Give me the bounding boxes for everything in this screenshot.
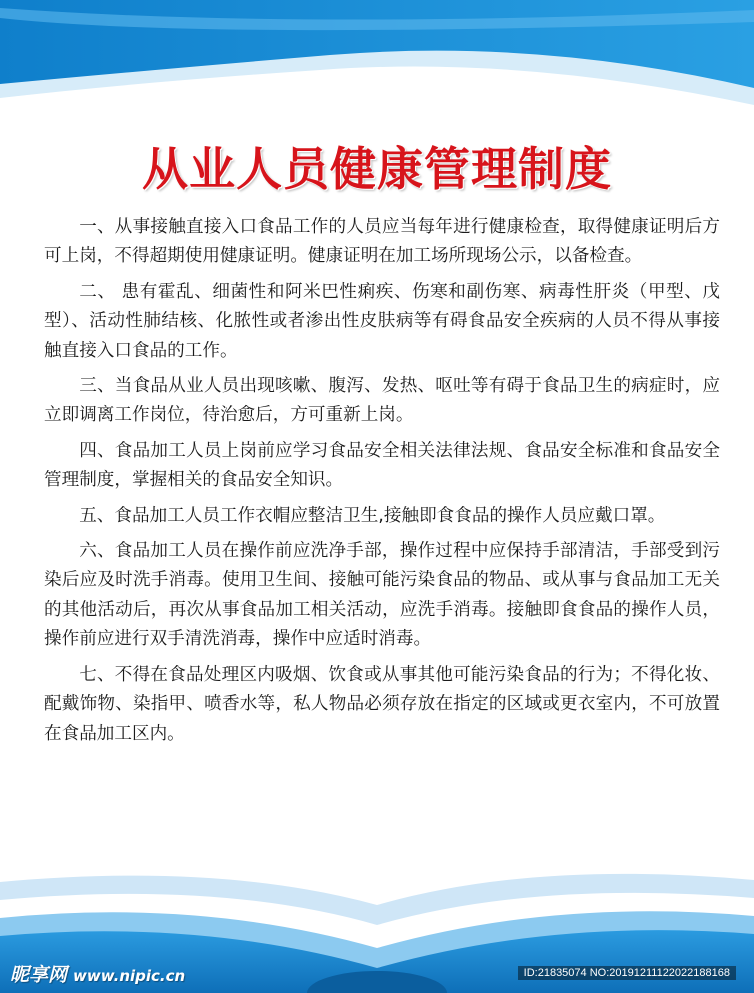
paragraph-5: 五、食品加工人员工作衣帽应整洁卫生,接触即食食品的操作人员应戴口罩。 bbox=[79, 505, 666, 526]
paragraph-1: 一、从事接触直接入口食品工作的人员应当每年进行健康检查，取得健康证明后方可上岗，不得超期使用健康证明。健康证明在加工场所现场公示，以备检查。 bbox=[44, 217, 720, 267]
watermark-image-id: ID:21835074 NO:20191211122022188168 bbox=[518, 966, 736, 980]
paragraph-6: 六、食品加工人员在操作前应洗净手部，操作过程中应保持手部清洁，手部受到污染后应及时洗手消毒。使用卫生间、接触可能污染食品的物品、或从事与食品加工无关的其他活动后，再次从事食品加工相关活动，应洗手消毒。接触即食食品的操作人员，操作前应进行双手清洗消毒，操作中应适时消毒。 bbox=[44, 541, 720, 650]
page-title: 从业人员健康管理制度 bbox=[142, 142, 612, 196]
paragraph-3: 三、当食品从业人员出现咳嗽、腹泻、发热、呕吐等有碍于食品卫生的病症时，应立即调离工作岗位，待治愈后，方可重新上岗。 bbox=[44, 376, 720, 426]
watermark-site-name: 昵享网 bbox=[10, 964, 68, 986]
paragraph-4: 四、食品加工人员上岗前应学习食品安全相关法律法规、食品安全标准和食品安全管理制度，掌握相关的食品安全知识。 bbox=[44, 440, 720, 491]
paragraph-2: 二、 患有霍乱、细菌性和阿米巴性痢疾、伤寒和副伤寒、病毒性肝炎（甲型、戊型）、活动性肺结核、化脓性或者渗出性皮肤病等有碍食品安全疾病的人员不得从事接触直接入口食品的工作。 bbox=[44, 281, 720, 361]
regulation-body bbox=[44, 213, 720, 755]
watermark-site bbox=[10, 960, 185, 987]
paragraph-7: 七、不得在食品处理区内吸烟、饮食或从事其他可能污染食品的行为；不得化妆、配戴饰物、染指甲、喷香水等，私人物品必须存放在指定的区域或更衣室内，不可放置在食品加工区内。 bbox=[44, 664, 720, 744]
watermark-site-url: www.nipic.cn bbox=[73, 967, 186, 985]
